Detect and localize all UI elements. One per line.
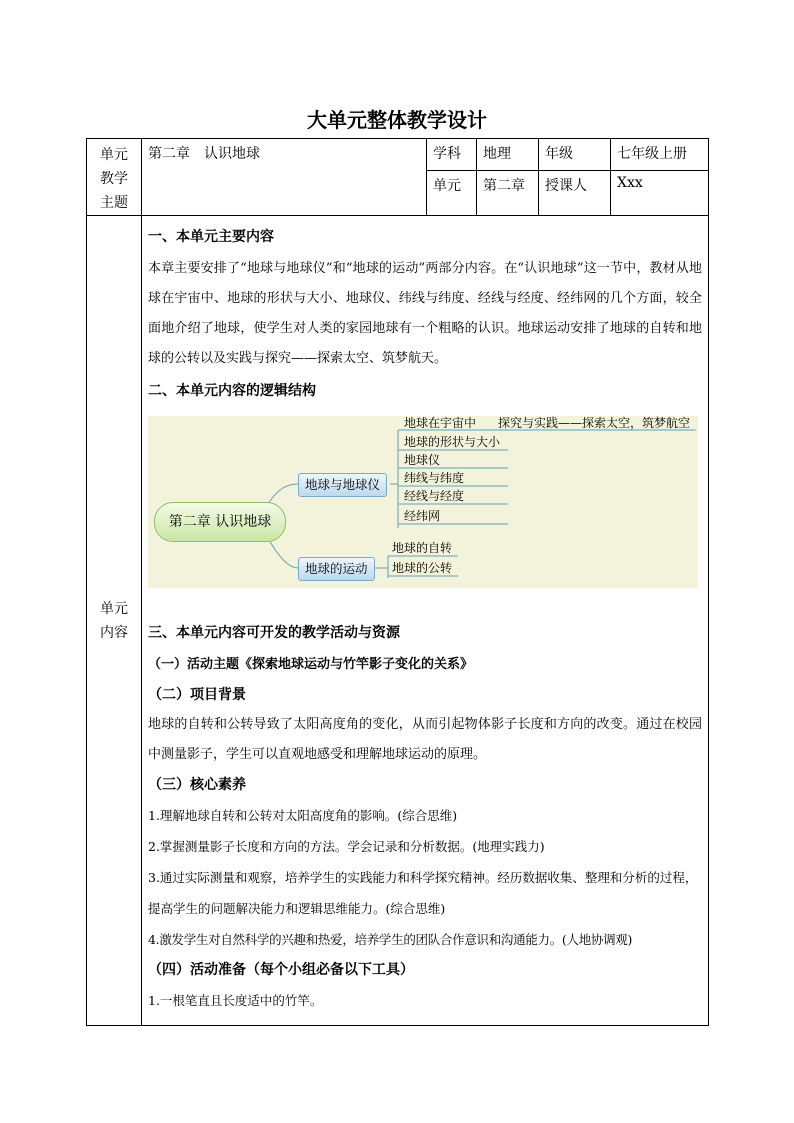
unit-theme-label-text: 单元 教学 主题 <box>100 147 128 211</box>
section3-heading: 三、本单元内容可开发的教学活动与资源 <box>148 625 400 641</box>
unit-label: 单元 <box>427 171 477 216</box>
mindmap-leaf: 纬线与纬度 <box>404 471 465 485</box>
subject-label: 学科 <box>427 139 477 171</box>
mindmap-leaf: 地球仪 <box>404 453 441 467</box>
subject-value: 地理 <box>477 139 539 171</box>
background-text: 地球的自转和公转导致了太阳高度角的变化，从而引起物体影子长度和方向的改变。通过在校园中测量影子，学生可以直观地感受和理解地球运动的原理。 <box>148 717 702 762</box>
design-table <box>86 138 709 1026</box>
unit-theme-label <box>87 139 142 216</box>
literacy-item: 1.理解地球自转和公转对太阳高度角的影响。(综合思维) <box>148 808 458 823</box>
topic-cell: 第二章 认识地球 <box>142 139 427 216</box>
mindmap-branch-earth-globe: 地球与地球仪 <box>298 473 387 497</box>
section2-heading: 二、本单元内容的逻辑结构 <box>148 383 316 399</box>
teacher-value: Xxx <box>611 171 709 216</box>
page-title: 大单元整体教学设计 <box>307 108 487 132</box>
literacy-item: 3.通过实际测量和观察，培养学生的实践能力和科学探究精神。经历数据收集、整理和分析的过程，提高学生的问题解决能力和逻辑思维能力。(综合思维) <box>148 870 698 916</box>
mindmap-leaf: 地球的公转 <box>392 561 453 575</box>
mindmap-leaf: 地球在宇宙中 <box>404 416 477 430</box>
mindmap-leaf: 经线与经度 <box>404 489 465 503</box>
unit-value: 第二章 <box>477 171 539 216</box>
mindmap-root: 第二章 认识地球 <box>154 502 286 542</box>
content-cell <box>142 216 709 1026</box>
mindmap-branch-earth-motion: 地球的运动 <box>298 557 375 581</box>
literacy-item: 4.激发学生对自然科学的兴趣和热爱，培养学生的团队合作意识和沟通能力。(人地协调观) <box>148 932 633 947</box>
literacy-heading: （三）核心素养 <box>148 777 246 793</box>
section1-heading: 一、本单元主要内容 <box>148 229 274 245</box>
mindmap-leaf: 经纬网 <box>404 509 441 523</box>
prep-heading: （四）活动准备（每个小组必备以下工具） <box>148 962 414 978</box>
mindmap-leaf: 地球的形状与大小 <box>404 435 501 449</box>
content-label <box>87 216 142 1026</box>
section1-text: 本章主要安排了“地球与地球仪”和“地球的运动”两部分内容。在“认识地球”这一节中，教材从地球在宇宙中、地球的形状与大小、地球仪、纬线与纬度、经线与经度、经纬网的几个方面，较全面地介绍了地球，使学生对人类的家园地球有一个粗略的认识。地球运动安排了地球的自转和地球的公转以及实践与探究——探索太空、筑梦航天。 <box>148 261 702 366</box>
literacy-item: 2.掌握测量影子长度和方向的方法。学会记录和分析数据。(地理实践力) <box>148 839 545 854</box>
activity-theme: （一）活动主题《探索地球运动与竹竿影子变化的关系》 <box>148 657 474 672</box>
teacher-label: 授课人 <box>539 171 611 216</box>
mindmap-leaf: 地球的自转 <box>392 541 453 555</box>
prep-item: 1.一根笔直且长度适中的竹竿。 <box>148 993 323 1008</box>
background-heading: （二）项目背景 <box>148 687 246 703</box>
grade-value: 七年级上册 <box>611 139 709 171</box>
mindmap-leaf-extra: 探究与实践——探索太空，筑梦航空 <box>498 416 691 430</box>
logic-structure-mindmap <box>148 416 698 588</box>
grade-label: 年级 <box>539 139 611 171</box>
content-label-text: 单元 内容 <box>100 600 128 641</box>
